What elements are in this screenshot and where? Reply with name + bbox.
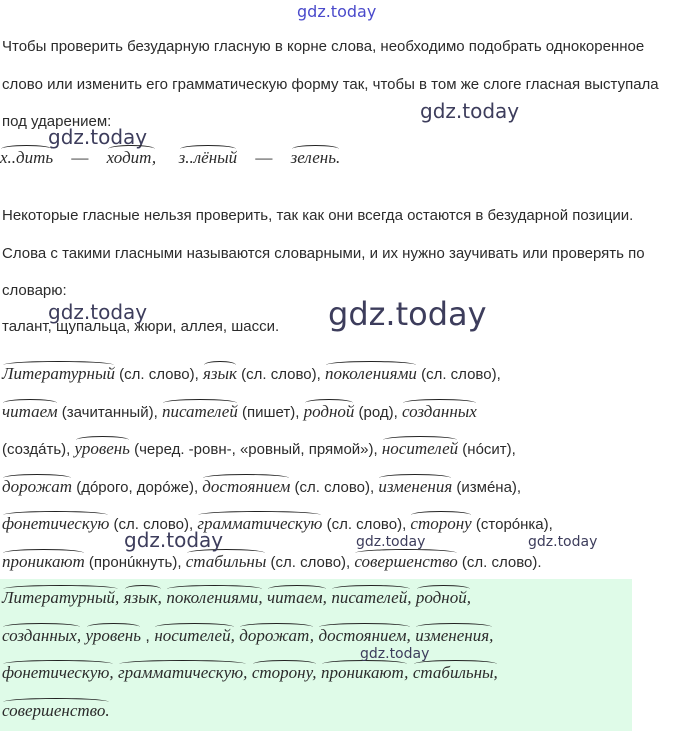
word-note: (сл. слово), xyxy=(114,366,203,383)
word-note: (сл. слово), xyxy=(266,553,355,571)
word-note: (измéна), xyxy=(452,478,522,496)
analysis-line xyxy=(2,468,678,506)
word-note: (сл. слово). xyxy=(457,553,542,571)
word-note: (сл. слово), xyxy=(416,366,501,383)
summary-word: Литературный, xyxy=(2,588,120,607)
summary-word: проникают, xyxy=(321,663,409,682)
watermark: gdz.today xyxy=(356,534,426,550)
watermark: gdz.today xyxy=(48,125,148,149)
dash: — xyxy=(71,148,89,167)
word-note: (сл. слово), xyxy=(236,366,325,383)
analyzed-word: дорожат xyxy=(2,476,73,496)
word-note: (зачитанный), xyxy=(57,403,162,421)
summary-word: дорожат, xyxy=(239,625,315,645)
analyzed-word: фонетическую xyxy=(2,514,110,533)
summary-word: родной, xyxy=(415,588,471,607)
analyzed-word: Литературный xyxy=(2,364,115,383)
analysis-line xyxy=(2,355,678,393)
summary-word: читаем, xyxy=(267,588,327,607)
word-note: (пишет), xyxy=(237,403,304,421)
dictionary-paragraph: Некоторые гласные нельзя проверить, так как они всегда остаются в безударной позиции. Слова с такими гласными называются словарными, и их нужно заучивать или проверять по словарю: xyxy=(2,207,645,299)
analyzed-word: созданных xyxy=(402,401,477,421)
example-word: х..дить xyxy=(0,148,54,167)
example-check-word: зелень. xyxy=(290,148,341,167)
word-note: (сторóнка), xyxy=(471,516,553,533)
analyzed-word: сторону xyxy=(410,514,472,533)
analyzed-word: стабильны xyxy=(185,551,267,571)
word-note: (сл. слово), xyxy=(290,478,379,496)
summary-line xyxy=(0,692,632,730)
analyzed-word: уровень xyxy=(74,439,130,458)
summary-word: достоянием, xyxy=(318,625,411,645)
word-note: (нóсит), xyxy=(458,441,516,458)
example-check-word: ходит, xyxy=(106,148,157,167)
analyzed-word: носителей xyxy=(381,439,459,458)
summary-word: совершенство. xyxy=(2,700,110,720)
summary-word: , xyxy=(145,627,150,645)
summary-word: фонетическую, xyxy=(2,663,114,682)
summary-word: поколениями, xyxy=(166,588,263,607)
example-line xyxy=(0,148,340,168)
word-note: (род), xyxy=(354,403,402,421)
word-note: (сл. слово), xyxy=(109,516,198,533)
word-note: (пронúкнуть), xyxy=(84,553,186,571)
watermark: gdz.today xyxy=(420,99,520,123)
summary-word: писателей, xyxy=(331,588,412,607)
summary-line xyxy=(0,579,632,617)
dash: — xyxy=(255,148,273,167)
summary-line xyxy=(0,654,632,692)
summary-word: стабильны, xyxy=(412,663,498,682)
analyzed-word: проникают xyxy=(2,551,85,571)
analyzed-word: совершенство xyxy=(354,551,458,571)
watermark: gdz.today xyxy=(124,528,224,552)
analyzed-word: читаем xyxy=(2,401,58,421)
rule-paragraph: Чтобы проверить безударную гласную в корне слова, необходимо подобрать однокоренное слово или изменить его грамматическую форму так, чтобы в том же слоге гласная выступала под ударением: xyxy=(2,38,659,130)
watermark-large: gdz.today xyxy=(328,295,487,333)
summary-word: носителей, xyxy=(154,625,235,645)
analyzed-word: грамматическую xyxy=(197,514,323,533)
summary-line xyxy=(0,617,632,655)
analyzed-word: изменения xyxy=(378,476,453,496)
summary-word: уровень xyxy=(85,625,141,645)
summary-word: созданных, xyxy=(2,625,82,645)
analyzed-word: достоянием xyxy=(202,476,291,496)
summary-word: грамматическую, xyxy=(118,663,248,682)
word-note: (дóрого, дорóже), xyxy=(72,478,203,496)
answer-summary xyxy=(0,579,632,731)
example-word: з..лёный xyxy=(178,148,238,167)
word-note: (создáть), xyxy=(2,441,75,458)
dictionary-words: талант, щупальца, жюри, аллея, шасси. xyxy=(2,318,280,335)
analysis-line xyxy=(2,393,678,431)
watermark: gdz.today xyxy=(360,646,430,662)
summary-word: сторону, xyxy=(251,663,317,682)
watermark-top: gdz.today xyxy=(297,2,377,21)
summary-word: изменения, xyxy=(415,625,494,645)
analyzed-word: язык xyxy=(202,364,237,383)
word-note: (сл. слово), xyxy=(322,516,411,533)
analysis-line xyxy=(2,430,678,468)
word-note: (черед. -ровн-, «ровный, прямой»), xyxy=(129,441,382,458)
analyzed-word: родной xyxy=(303,401,355,421)
watermark: gdz.today xyxy=(528,534,598,550)
watermark: gdz.today xyxy=(48,300,148,324)
analyzed-word: поколениями xyxy=(324,364,417,383)
analyzed-word: писателей xyxy=(161,401,238,421)
summary-word: язык, xyxy=(123,588,162,607)
